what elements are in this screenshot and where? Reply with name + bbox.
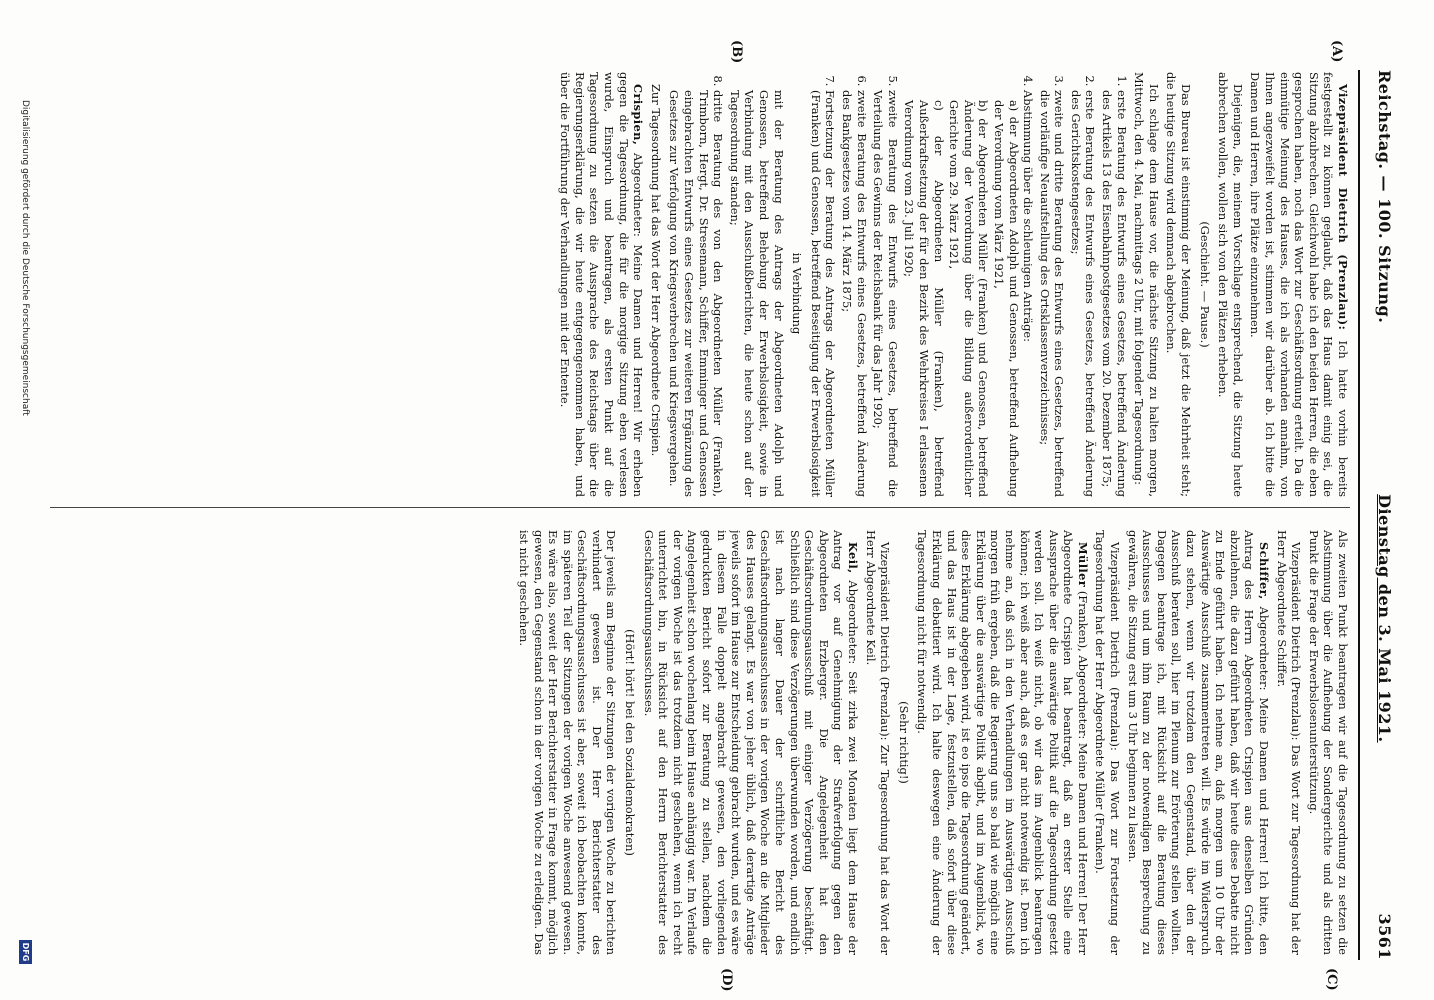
paragraph (1248, 72, 1350, 497)
header-session: Reichstag. — 100. Sitzung. (1375, 70, 1394, 324)
stage-direction: (Geschieht. — Pause.) (1197, 221, 1212, 348)
speech-text: Ich hatte vorhin bereits festgestellt zu können geglaubt, daß das Haus damit einig sei, die Sitzung abzubrechen. Gleichwohl habe ich den beiden Herren, die eben gesprochen haben, noch das Wort zur Geschäftsordnung erteilt. Da die einmütige Meinung des Hauses, die ich als vorhanden annahm, von Ihnen angezweifelt worden ist, stimmen wir darüber ab. Ich bitte die Damen und Herren, ihre Plätze einzunehmen. (1248, 72, 1350, 497)
agenda-list (667, 72, 1129, 497)
speaker-name: Müller (1075, 542, 1090, 588)
agenda-item: 2. erste Beratung des Entwurfs eines Gesetzes, betreffend Änderung des Gerichtskostengesetzes; (1068, 90, 1097, 497)
paragraph (558, 72, 646, 497)
margin-mark-c: (C) (1324, 968, 1339, 991)
margin-mark-a: (A) (1329, 40, 1344, 63)
agenda-item-text: Fortsetzung der Beratung des Antrags der Abgeordneten Müller (Franken) und Genossen, betreffend Beseitigung der Erwerbslosigkeit (808, 90, 838, 497)
margin-mark-d: (D) (719, 968, 734, 992)
paragraph (915, 530, 1090, 955)
speaker-name: Vizepräsident Dietrich (Prenzlau): (1336, 84, 1350, 331)
margin-mark-b: (B) (729, 40, 744, 64)
left-column (60, 72, 1350, 497)
agenda-item-text: mit der Beratung des Antrags der Abgeordneten Adolph und Genossen, betreffend Behebung der Erwerbslosigkeit, sowie in Verbindung mit den Ausschußberichten, die heute schon auf der Tagesordnung standen; (727, 90, 786, 497)
agenda-item (727, 90, 837, 497)
agenda-item: 1. erste Beratung des Entwurfs eines Gesetzes, betreffend Änderung des Artikels 13 des Eisenbahnpostgesetzes vom 20. Dezember 1875; (1100, 90, 1129, 497)
agenda-item: 5. zweite Beratung des Entwurfs eines Gesetzes, betreffend die Verteilung des Gewinns der Reichsbank für das Jahr 1920; (871, 90, 900, 497)
agenda-sublist (902, 90, 1021, 497)
in-verbindung: in Verbindung (790, 252, 805, 335)
agenda-item (902, 90, 1035, 497)
column-divider (50, 507, 1350, 508)
agenda-item: 3. zweite und dritte Beratung des Entwurfs eines Gesetzes, betreffend die vorläufige Neuaufstellung des Ortsklassenverzeichnisses; (1037, 90, 1066, 497)
paragraph: Ich schlage dem Hause vor, die nächste Sitzung zu halten morgen, Mittwoch, den 4. Mai, nachmittags 2 Uhr, mit folgender Tagesordnung: (1132, 72, 1161, 497)
speech-text: Abgeordneter: Seit zirka zwei Monaten liegt dem Hause der Antrag vor auf Genehmigung der Strafverfolgung gegen den Abgeordneten Erzberger. Die Angelegenheit hat den Geschäftsordnungsausschuß mit einiger Verzögerung beschäftigt. Schließlich sind diese Verzögerungen überwunden worden, und endlich ist nach langer Dauer der schriftliche Bericht des Geschäftsordnungsausschusses in der vorigen Woche an die Mitglieder des Hauses gelangt. Es war von jeher üblich, daß derartige Anträge jeweils sofort im Hause zur Entscheidung gebracht wurden, und es wäre in diesem Falle doppelt angebracht gewesen, den vorliegenden gedruckten Bericht sofort zur Beratung zu stellen, nachdem die Angelegenheit schon wochenlang beim Hause anhängig war. Im Verlaufe der vorigen Woche ist das trotzdem nicht geschehen, wenn ich recht unterrichtet bin, in Rücksicht auf den Herrn Berichterstatter des Geschäftsordnungsausschusses. (641, 530, 860, 955)
speaker-name: Schiffer, (1257, 542, 1272, 600)
page-number: 3561 (1375, 913, 1394, 960)
paragraph: Als zweiten Punkt beantragen wir auf die Tagesordnung zu setzen die Abstimmung über die Aufhebung der Sondergerichte und als dritten Punkt die Frage der Erwerbslosenunterstützung. (1306, 530, 1350, 955)
digitization-credit: Digitalisierung gefördert durch die Deutsche Forschungsgemeinschaft (20, 100, 30, 416)
agenda-subitem: a) der Abgeordneten Adolph und Genossen, betreffend Aufhebung der Verordnung vom März 1921, (991, 100, 1021, 497)
agenda-item: 8. dritte Beratung des von den Abgeordneten Müller (Franken), Trimborn, Hergt, Dr. Stresemann, Schiffer, Emminger und Genossen eingebrachten Entwurfs eines Gesetzes zur weiteren Ergänzung des Gesetzes zur Verfolgung von Kriegsverbrechen und Kriegsvergehen. (667, 90, 725, 497)
agenda-item: 6. zweite Beratung des Entwurfs eines Gesetzes, betreffend Änderung des Bankgesetzes vom 14. März 1875; (839, 90, 868, 497)
stage-direction: (Sehr richtig!) (896, 701, 911, 784)
agenda-subitem: c) der Abgeordneten Müller (Franken), betreffend Außerkraftsetzung der für den Bezirk des Wehrkreises I erlassenen Verordnung vom 23. Juli 1920; (902, 100, 946, 497)
paragraph: Vizepräsident Dietrich (Prenzlau): Zur Tagesordnung hat das Wort der Herr Abgeordnete Keil. (863, 530, 893, 955)
paragraph (641, 530, 860, 955)
speech-text: (Franken), Abgeordneter: Meine Damen und Herren! Der Herr Abgeordnete Crispien hat beantragt, daß an erster Stelle eine Aussprache über die auswärtige Politik auf die Tagesordnung gesetzt werden soll. Ich weiß nicht, ob wir das im Augenblick beantragen können; ich weiß aber auch, daß es gar nicht notwendig ist. Denn ich nehme an, daß sich in den Verhandlungen im Auswärtigen Ausschuß morgen früh ergeben, daß die Regierung uns so bald wie möglich eine Erklärung über die auswärtige Politik abgibt, und im Augenblick, wo diese Erklärung abgegeben wird, ist eo ipso die Tagesordnung geändert, und das Haus ist in der Lage, festzustellen, daß sofort über diese Erklärung debattiert wird. Ich halte deswegen eine Änderung der Tagesordnung nicht für notwendig. (915, 530, 1090, 955)
right-column (60, 530, 1350, 955)
stage-direction: (Hört! hört! bei den Sozialdemokraten) (623, 629, 638, 856)
page-header (1364, 70, 1394, 960)
paragraph (1125, 530, 1271, 955)
paragraph: Diejenigen, die, meinem Vorschlage entsprechend, die Sitzung heute abbrechen wollen, wollen sich von den Plätzen erheben. (1216, 72, 1245, 497)
speaker-name: Crispien, (631, 84, 646, 146)
paragraph: Das Bureau ist einstimmig der Meinung, daß jetzt die Mehrheit steht; die heutige Sitzung wird demnach abgebrochen. (1164, 72, 1194, 497)
speech-text: Abgeordneter: Meine Damen und Herren! Wir erheben gegen die Tagesordnung, die für die morgige Sitzung eben verlesen wurde, Einspruch und beantragen, als ersten Punkt auf die Tagesordnung zu setzen die Aussprache des Reichstags über die Regierungserklärung, die wir heute entgegengenommen haben, und über die Fortführung der Verhandlungen mit der Entente. (558, 72, 646, 497)
paragraph: Vizepräsident Dietrich (Prenzlau): Das Wort zur Tagesordnung hat der Herr Abgeordnete Schiffer. (1274, 530, 1304, 955)
paragraph: Zur Tagesordnung hat das Wort der Herr Abgeordnete Crispien. (648, 84, 663, 457)
agenda-item-text: Abstimmung über die schleunigen Anträge: (1021, 90, 1036, 342)
paragraph: Vizepräsident Dietrich (Prenzlau): Das Wort zur Fortsetzung der Tagesordnung hat der Herr Abgeordnete Müller (Franken). (1093, 530, 1123, 955)
agenda-subitem: b) der Abgeordneten Müller (Franken) und Genossen, betreffend Änderung der Verordnung über die Bildung außerordentlicher Gerichte vom 29. März 1921, (947, 100, 991, 497)
speaker-name: Keil, (846, 542, 860, 574)
speech-text: Abgeordneter: Meine Damen und Herren! Ich bitte, den Antrag des Herrn Abgeordneten Crispien aus denselben Gründen abzulehnen, die dazu geführt haben, daß wir heute diese Debatte nicht zu Ende geführt haben. Ich nehme an, daß morgen um 10 Uhr der Auswärtige Ausschuß zusammentreten will. Es würde im Widerspruch dazu stehen, wenn wir trotzdem den Gegenstand, über den der Ausschuß beraten soll, hier im Plenum zur Erörterung stellen wollten. Dagegen beantrage ich, mit Rücksicht auf die Beratung dieses Ausschusses und um ihm Raum zu der notwendigen Besprechung zu gewähren, die Sitzung erst um 3 Uhr beginnen zu lassen. (1125, 530, 1272, 955)
dfg-logo: DFG (19, 940, 32, 964)
header-rule (1358, 70, 1360, 960)
paragraph: Der jeweils am Beginne der Sitzungen der vorigen Woche zu berichten verhindert gewesen ist. Der Herr Berichterstatter des Geschäftsordnungsausschusses ist aber, soweit ich beobachten konnte, im späteren Teil der Sitzungen der vorigen Woche anwesend gewesen. Es wäre also, soweit der Herr Berichterstatter in Frage kommt, möglich gewesen, den Gegenstand schon in der vorigen Woche zu erledigen. Das ist nicht geschehen. (516, 530, 619, 955)
header-date: Dienstag den 3. Mai 1921. (1375, 494, 1394, 743)
